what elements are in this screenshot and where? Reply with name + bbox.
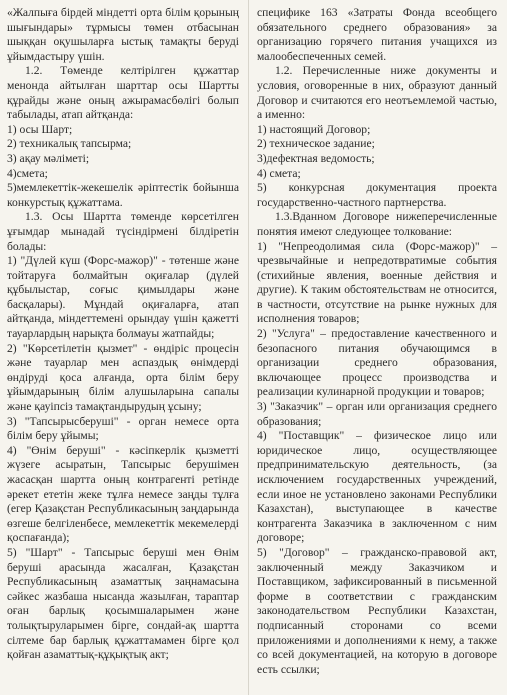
- paragraph: «Жалпыға бірдей міндетті орта білім қорының шығындары» тұрмысы төмен отбасынан шыққан оқушыларға ыстық тамақты беруді ұйымдастыру үшін.: [7, 6, 239, 63]
- list-item: 5)мемлекеттік-жекешелік әріптестік бойынша конкурстық құжаттама.: [7, 181, 239, 209]
- list-item: 1) настоящий Договор;: [257, 122, 371, 136]
- paragraph: 1.2. Перечисленные ниже документы и условия, оговоренные в них, образуют данный Договор и считаются его неотъемлемой частью, а именно:: [257, 64, 497, 122]
- kazakh-text-column: [7, 6, 239, 663]
- column-divider: [248, 0, 249, 695]
- list-item: 4)смета;: [7, 166, 48, 180]
- definition-item: 2) "Көрсетілетін қызмет" - өндіріс процесін және тауарлар мен аспаздық өнімдерді өндіруді қоса алғанда, орта білім беру ұйымдарының білім алушыларына сапалы және қауіпсіз тамақтандырудың ұсыну;: [7, 341, 239, 414]
- definition-item: 3) "Заказчик" – орган или организация среднего образования;: [257, 400, 497, 428]
- definition-item: 1) "Непреодолимая сила (Форс-мажор)" – чрезвычайные и непредотвратимые события (стихийные явления, военные действия и другие). К таким обстоятельствам не относится, в частности, отсутствие на рынке нужных для исполнения товаров;: [257, 239, 497, 326]
- list-item: 2) техникалық тапсырма;: [7, 137, 132, 151]
- list-item: 5) конкурсная документация проекта государственно-частного партнерства.: [257, 181, 497, 209]
- list-item: 3)дефектная ведомость;: [257, 151, 375, 165]
- list-item: 2) техническое задание;: [257, 137, 375, 151]
- paragraph: 1.2. Төменде келтірілген құжаттар менонда айтылған шарттар осы Шартты құрайды және оның ажырамасбөлігі болып табылады, атап айтқанда:: [7, 64, 239, 122]
- definition-item: 2) "Услуга" – предоставление качественного и безопасного питания обучающимся в организации среднего образования, включающее процесс производства и реализации кулинарной продукции и товаров;: [257, 327, 497, 399]
- definition-item: 4) "Поставщик" – физическое лицо или юридическое лицо, осуществляющее предпринимательскую деятельность, (за исключением государственных учреждений, если иное не установлено законами Республики Казахстан), выступающее в качестве контрагента Заказчика в заключенном с ним договоре;: [257, 429, 497, 545]
- list-item: 3) ақау мәліметі;: [7, 151, 90, 165]
- definition-item: 5) "Договор" – гражданско-правовой акт, заключенный между Заказчиком и Поставщиком, зафиксированный в письменной форме в соответствии с гражданским законодательством Республики Казахстан, подписанный сторонами со всеми приложениями и дополнениями к нему, а также со всей документацией, на которую в договоре есть ссылки;: [257, 545, 497, 676]
- list-item: 1) осы Шарт;: [7, 122, 73, 136]
- paragraph: специфике 163 «Затраты Фонда всеобщего обязательного среднего образования» за организацию горячего питания учащихся из малообеспеченных семей.: [257, 6, 497, 63]
- definition-item: 5) "Шарт" - Тапсырыс беруші мен Өнім беруші арасында жасалған, Қазақстан Республикасының азаматтық заңнамасына сәйкес жазбаша нысанда жазылған, тараптар оған барлық қосымшаларымен және толықтыруларымен бірге, сондай-ақ шартта сілтеме бар барлық құжаттамамен бірге қол қойған азаматтық-құқықтық акт;: [7, 545, 239, 662]
- definition-item: 4) "Өнім беруші" - кәсіпкерлік қызметті жүзеге асыратын, Тапсырыс берушімен жасасқан шартта оның контрагенті ретінде әрекет ететін жеке тұлға немесе заңды тұлға (егер Қазақстан Республикасының заңдарында өзгеше белгіленбесе, мемлекеттік мекемелерді қоспағанда);: [7, 443, 239, 545]
- russian-text-column: [257, 6, 497, 677]
- list-item: 4) смета;: [257, 166, 301, 180]
- paragraph: 1.3.Вданном Договоре нижеперечисленные понятия имеют следующее толкование:: [257, 210, 497, 238]
- paragraph: 1.3. Осы Шартта төменде көрсетілген ұғымдар мынадай түсіндірмені білдіретін болады:: [7, 210, 239, 253]
- definition-item: 1) "Дүлей күш (Форс-мажор)" - төтенше және тойтаруға болмайтын оқиғалар (дүлей құбылыстар, соғыс қимылдары және басқалары). Мұндай оқиғаларға, атап айтқанда, міндеттемені орындау үшін қажетті тауарлардың нарықта болмауы жатпайды;: [7, 254, 239, 341]
- definition-item: 3) "Тапсырысберуші" - орган немесе орта білім беру ұйымы;: [7, 414, 239, 443]
